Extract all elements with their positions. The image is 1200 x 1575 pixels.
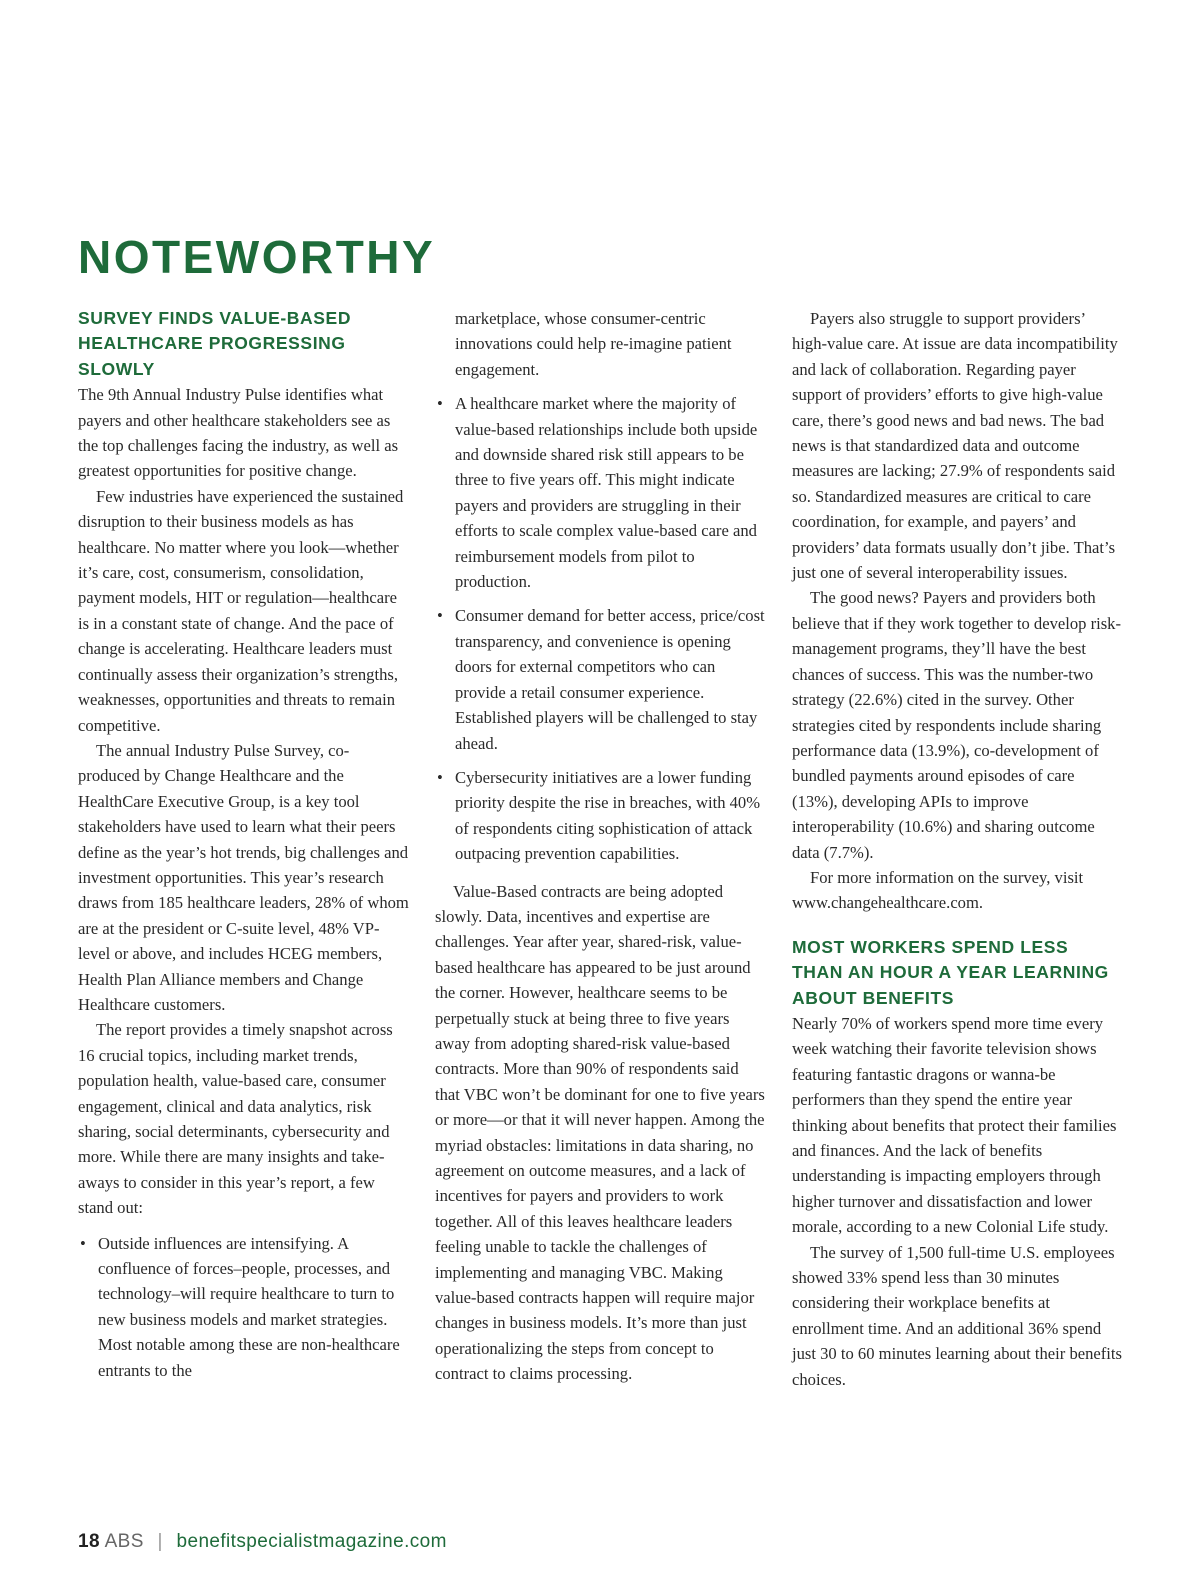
page-number: 18	[78, 1531, 100, 1552]
paragraph: Value-Based contracts are being adopted slowly. Data, incentives and expertise are challenges. Year after year, shared-risk, value-based healthcare has appeared to be just around the corner. However, healthcare seems to be perpetually stuck at being three to five years away from adopting shared-risk value-based contracts. More than 90% of respondents said that VBC won’t be dominant for one to five years or more—or that it will never happen. Among the myriad obstacles: limitations in data sharing, no agreement on outcome measures, and a lack of incentives for payers and providers to work together. All of this leaves healthcare leaders feeling unable to tackle the challenges of implementing and managing VBC. Making value-based contracts happen will require major changes in business models. It’s more than just operationalizing the steps from concept to contract to claims processing.	[435, 881, 765, 1384]
column-2	[435, 306, 765, 1387]
column-3	[792, 306, 1122, 1392]
list-item: • A healthcare market where the majority of value-based relationships include both upside and downside shared risk still appears to be three to five years off. This might indicate payers and providers are struggling in their efforts to scale complex value-based care and reimbursement models from pilot to production.	[435, 391, 765, 594]
list-item: • Cybersecurity initiatives are a lower funding priority despite the rise in breaches, with 40% of respondents citing sophistication of attack outpacing prevention capabilities.	[435, 765, 765, 867]
footer-separator: |	[157, 1531, 163, 1552]
article-headline: SURVEY FINDS VALUE-BASED HEALTHCARE PROGRESSING SLOWLY	[78, 308, 352, 379]
list-item: • Outside influences are intensifying. A confluence of forces–people, processes, and technology–will require healthcare to turn to new business models and market strategies. Most notable among these are non-healthcare entrants to the	[78, 1231, 409, 1383]
column-1	[78, 306, 409, 1395]
publication-name: ABS	[104, 1531, 144, 1552]
paragraph: The survey of 1,500 full-time U.S. employees showed 33% spend less than 30 minutes considering their workplace benefits at enrollment time. And an additional 36% spend just 30 to 60 minutes learning about their benefits choices.	[792, 1242, 1122, 1389]
key-points-list	[435, 391, 765, 866]
list-item-continued: marketplace, whose consumer-centric innovations could help re-imagine patient engagement.	[455, 309, 732, 379]
section-title: NOTEWORTHY	[78, 231, 436, 283]
article-headline: MOST WORKERS SPEND LESS THAN AN HOUR A YEAR LEARNING ABOUT BENEFITS	[792, 936, 1109, 1008]
paragraph: For more information on the survey, visit www.changehealthcare.com.	[792, 867, 1084, 913]
paragraph: The good news? Payers and providers both believe that if they work together to develop risk-management programs, they’ll have the best chances of success. This was the number-two strategy (22.6%) cited in the survey. Other strategies cited by respondents include sharing performance data (13.9%), co-development of bundled payments around episodes of care (13%), developing APIs to improve interoperability (10.6%) and sharing outcome data (7.7%).	[792, 588, 1122, 862]
list-item: • Consumer demand for better access, price/cost transparency, and convenience is opening doors for external competitors who can provide a retail consumer experience. Established players will be challenged to stay ahead.	[435, 603, 765, 755]
paragraph: Few industries have experienced the sustained disruption to their business models as has healthcare. No matter where you look—whether it’s care, cost, consumerism, consolidation, payment models, HIT or regulation—healthcare is in a constant state of change. And the pace of change is accelerating. Healthcare leaders must continually assess their organization’s strengths, weaknesses, opportunities and threats to remain competitive.	[78, 486, 404, 735]
paragraph: The 9th Annual Industry Pulse identifies what payers and other healthcare stakeholders see as the top challenges facing the industry, as well as greatest opportunities for positive change.	[78, 385, 399, 481]
page-footer	[78, 1531, 447, 1553]
paragraph: The report provides a timely snapshot across 16 crucial topics, including market trends, population health, value-based care, consumer engagement, clinical and data analytics, risk sharing, social determinants, cybersecurity and more. While there are many insights and take-aways to consider in this year’s report, a few stand out:	[78, 1020, 393, 1218]
website-link[interactable]: benefitspecialistmagazine.com	[176, 1531, 447, 1552]
key-points-list	[78, 1231, 409, 1383]
paragraph: Nearly 70% of workers spend more time every week watching their favorite television shows featuring fantastic dragons or wanna-be performers than they spend the entire year thinking about benefits that protect their families and finances. And the lack of benefits understanding is impacting employers through higher turnover and dissatisfaction and lower morale, according to a new Colonial Life study.	[792, 1013, 1117, 1237]
paragraph: Payers also struggle to support providers’ high-value care. At issue are data incompatibility and lack of collaboration. Regarding payer support of providers’ efforts to give high-value care, there’s good news and bad news. The bad news is that standardized data and outcome measures are lacking; 27.9% of respondents said so. Standardized measures are critical to care coordination, for example, and payers’ and providers’ data formats usually don’t jibe. That’s just one of several interoperability issues.	[792, 309, 1118, 583]
paragraph: The annual Industry Pulse Survey, co-produced by Change Healthcare and the HealthCare Executive Group, is a key tool stakeholders have used to learn what their peers define as the year’s hot trends, big challenges and investment opportunities. This year’s research draws from 185 healthcare leaders, 28% of whom are at the president or C-suite level, 48% VP-level or above, and includes HCEG members, Health Plan Alliance members and Change Healthcare customers.	[78, 740, 409, 1014]
